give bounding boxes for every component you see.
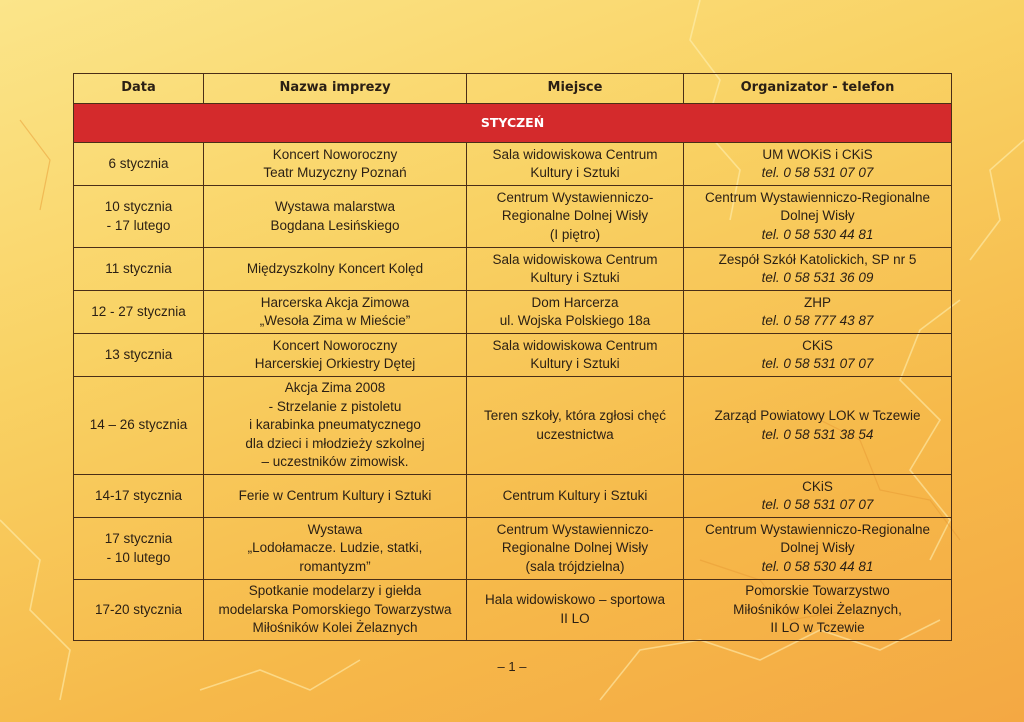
event-cell-line: Bogdana Lesińskiego: [270, 217, 400, 233]
place-cell: [467, 377, 684, 475]
event-cell-line: modelarska Pomorskiego Towarzystwa: [218, 601, 452, 617]
table-row: [74, 377, 952, 475]
date-cell-line: 11 stycznia: [105, 260, 172, 276]
table-row: [74, 580, 952, 641]
organizer-cell-line: UM WOKiS i CKiS: [762, 146, 873, 162]
date-cell-line: 17-20 stycznia: [94, 601, 183, 617]
header-place: Miejsce: [467, 74, 684, 104]
organizer-cell-line: Dolnej Wisły: [780, 540, 855, 556]
event-cell-line: - Strzelanie z pistoletu: [268, 398, 402, 414]
date-cell: [74, 291, 204, 334]
event-cell-line: dla dzieci i młodzieży szkolnej: [245, 435, 425, 451]
organizer-phone: tel. 0 58 530 44 81: [761, 226, 874, 242]
event-cell: [204, 334, 467, 377]
event-cell-line: Akcja Zima 2008: [284, 380, 386, 396]
place-cell-line: Sala widowiskowa Centrum: [492, 251, 658, 267]
date-cell: [74, 475, 204, 518]
table-row: [74, 186, 952, 248]
date-cell-line: 12 - 27 stycznia: [91, 303, 186, 319]
place-cell: [467, 580, 684, 641]
place-cell: [467, 248, 684, 291]
place-cell-line: (sala trójdzielna): [525, 558, 625, 574]
event-cell-line: Spotkanie modelarzy i giełda: [248, 583, 422, 598]
organizer-cell: [684, 518, 952, 580]
organizer-phone: tel. 0 58 531 36 09: [761, 270, 874, 285]
place-cell-line: Sala widowiskowa Centrum: [492, 146, 658, 162]
event-cell-line: Ferie w Centrum Kultury i Sztuki: [238, 487, 432, 503]
event-cell-line: Koncert Noworoczny: [272, 337, 398, 353]
place-cell: [467, 334, 684, 377]
organizer-cell: [684, 186, 952, 248]
date-cell: [74, 518, 204, 580]
event-cell: [204, 186, 467, 248]
organizer-cell: [684, 475, 952, 518]
event-cell-line: Harcerskiej Orkiestry Dętej: [254, 356, 416, 371]
event-cell-line: Koncert Noworoczny: [272, 146, 398, 162]
event-cell-line: Miłośników Kolei Żelaznych: [252, 620, 418, 635]
organizer-cell: [684, 377, 952, 475]
place-cell-line: Hala widowiskowo – sportowa: [484, 592, 666, 608]
organizer-cell: [684, 291, 952, 334]
place-cell-line: Kultury i Sztuki: [530, 356, 620, 371]
event-cell: [204, 248, 467, 291]
organizer-cell: [684, 334, 952, 377]
page-number: – 1 –: [497, 659, 527, 674]
header-row: [74, 74, 952, 104]
table-row: [74, 475, 952, 518]
date-cell-line: - 17 lutego: [106, 217, 171, 233]
place-cell-line: Centrum Wystawienniczo-: [496, 189, 654, 205]
place-cell-line: uczestnictwa: [536, 426, 614, 442]
header-date: Data: [74, 74, 204, 104]
place-cell: [467, 291, 684, 334]
place-cell-line: Regionalne Dolnej Wisły: [501, 208, 649, 224]
event-cell-line: Wystawa: [307, 521, 363, 537]
organizer-cell: [684, 580, 952, 641]
organizer-phone: tel. 0 58 531 38 54: [761, 426, 874, 442]
date-cell-line: 14 – 26 stycznia: [89, 417, 188, 433]
organizer-phone: tel. 0 58 777 43 87: [761, 313, 874, 328]
organizer-cell: [684, 248, 952, 291]
event-cell: [204, 143, 467, 186]
place-cell-line: Regionalne Dolnej Wisły: [501, 540, 649, 556]
date-cell-line: 6 stycznia: [108, 155, 169, 171]
month-label: STYCZEŃ: [74, 104, 952, 143]
events-table: [73, 73, 952, 641]
event-cell: [204, 580, 467, 641]
date-cell: [74, 334, 204, 377]
event-cell-line: Międzyszkolny Koncert Kolęd: [246, 260, 424, 276]
event-cell: [204, 518, 467, 580]
header-organizer: Organizator - telefon: [684, 74, 952, 104]
event-cell: [204, 377, 467, 475]
date-cell-line: - 10 lutego: [106, 549, 171, 565]
place-cell-line: (I piętro): [549, 226, 601, 242]
date-cell: [74, 186, 204, 248]
place-cell: [467, 186, 684, 248]
date-cell-line: 10 stycznia: [104, 199, 173, 214]
event-cell-line: „Wesoła Zima w Mieście”: [259, 313, 411, 328]
organizer-phone: tel. 0 58 531 07 07: [761, 497, 874, 512]
event-cell-line: romantyzm”: [299, 558, 371, 574]
place-cell-line: Sala widowiskowa Centrum: [492, 337, 658, 353]
organizer-cell-line: CKiS: [802, 478, 833, 494]
place-cell-line: Centrum Wystawienniczo-: [496, 521, 654, 537]
date-cell-line: 17 stycznia: [104, 531, 173, 546]
date-cell: [74, 143, 204, 186]
table-row: [74, 518, 952, 580]
event-cell-line: – uczestników zimowisk.: [261, 454, 409, 470]
organizer-cell-line: II LO w Tczewie: [770, 620, 865, 635]
header-event-name: Nazwa imprezy: [204, 74, 467, 104]
event-cell: [204, 291, 467, 334]
organizer-cell-line: Centrum Wystawienniczo-Regionalne: [705, 189, 930, 205]
place-cell-line: Kultury i Sztuki: [530, 165, 620, 180]
organizer-cell-line: Zespół Szkół Katolickich, SP nr 5: [718, 251, 917, 267]
organizer-cell-line: Centrum Wystawienniczo-Regionalne: [705, 521, 930, 537]
date-cell-line: 14-17 stycznia: [94, 487, 183, 503]
place-cell: [467, 518, 684, 580]
place-cell-line: Centrum Kultury i Sztuki: [502, 487, 648, 503]
organizer-cell-line: Zarząd Powiatowy LOK w Tczewie: [714, 408, 921, 423]
place-cell-line: Dom Harcerza: [531, 294, 619, 310]
organizer-phone: tel. 0 58 530 44 81: [761, 558, 874, 574]
date-cell: [74, 377, 204, 475]
organizer-cell-line: Dolnej Wisły: [780, 208, 855, 224]
place-cell-line: ul. Wojska Polskiego 18a: [499, 313, 651, 328]
organizer-cell-line: Miłośników Kolei Żelaznych,: [733, 601, 902, 617]
event-cell-line: Harcerska Akcja Zimowa: [260, 294, 410, 310]
event-cell-line: Teatr Muzyczny Poznań: [263, 165, 407, 180]
organizer-cell-line: Pomorskie Towarzystwo: [745, 583, 890, 598]
place-cell-line: Teren szkoły, która zgłosi chęć: [483, 408, 667, 423]
organizer-cell-line: ZHP: [804, 294, 831, 310]
event-cell: [204, 475, 467, 518]
place-cell: [467, 475, 684, 518]
month-row: [74, 104, 952, 143]
event-cell-line: Wystawa malarstwa: [275, 199, 395, 214]
event-cell-line: i karabinka pneumatycznego: [249, 417, 421, 433]
date-cell: [74, 580, 204, 641]
organizer-cell-line: CKiS: [802, 337, 833, 353]
place-cell-line: II LO: [560, 610, 590, 626]
date-cell: [74, 248, 204, 291]
table-row: [74, 334, 952, 377]
table-row: [74, 291, 952, 334]
table-row: [74, 248, 952, 291]
date-cell-line: 13 stycznia: [104, 346, 173, 362]
event-cell-line: „Lodołamacze. Ludzie, statki,: [247, 540, 423, 556]
place-cell-line: Kultury i Sztuki: [530, 270, 620, 285]
organizer-phone: tel. 0 58 531 07 07: [761, 165, 874, 180]
organizer-phone: tel. 0 58 531 07 07: [761, 356, 874, 371]
place-cell: [467, 143, 684, 186]
organizer-cell: [684, 143, 952, 186]
table-row: [74, 143, 952, 186]
